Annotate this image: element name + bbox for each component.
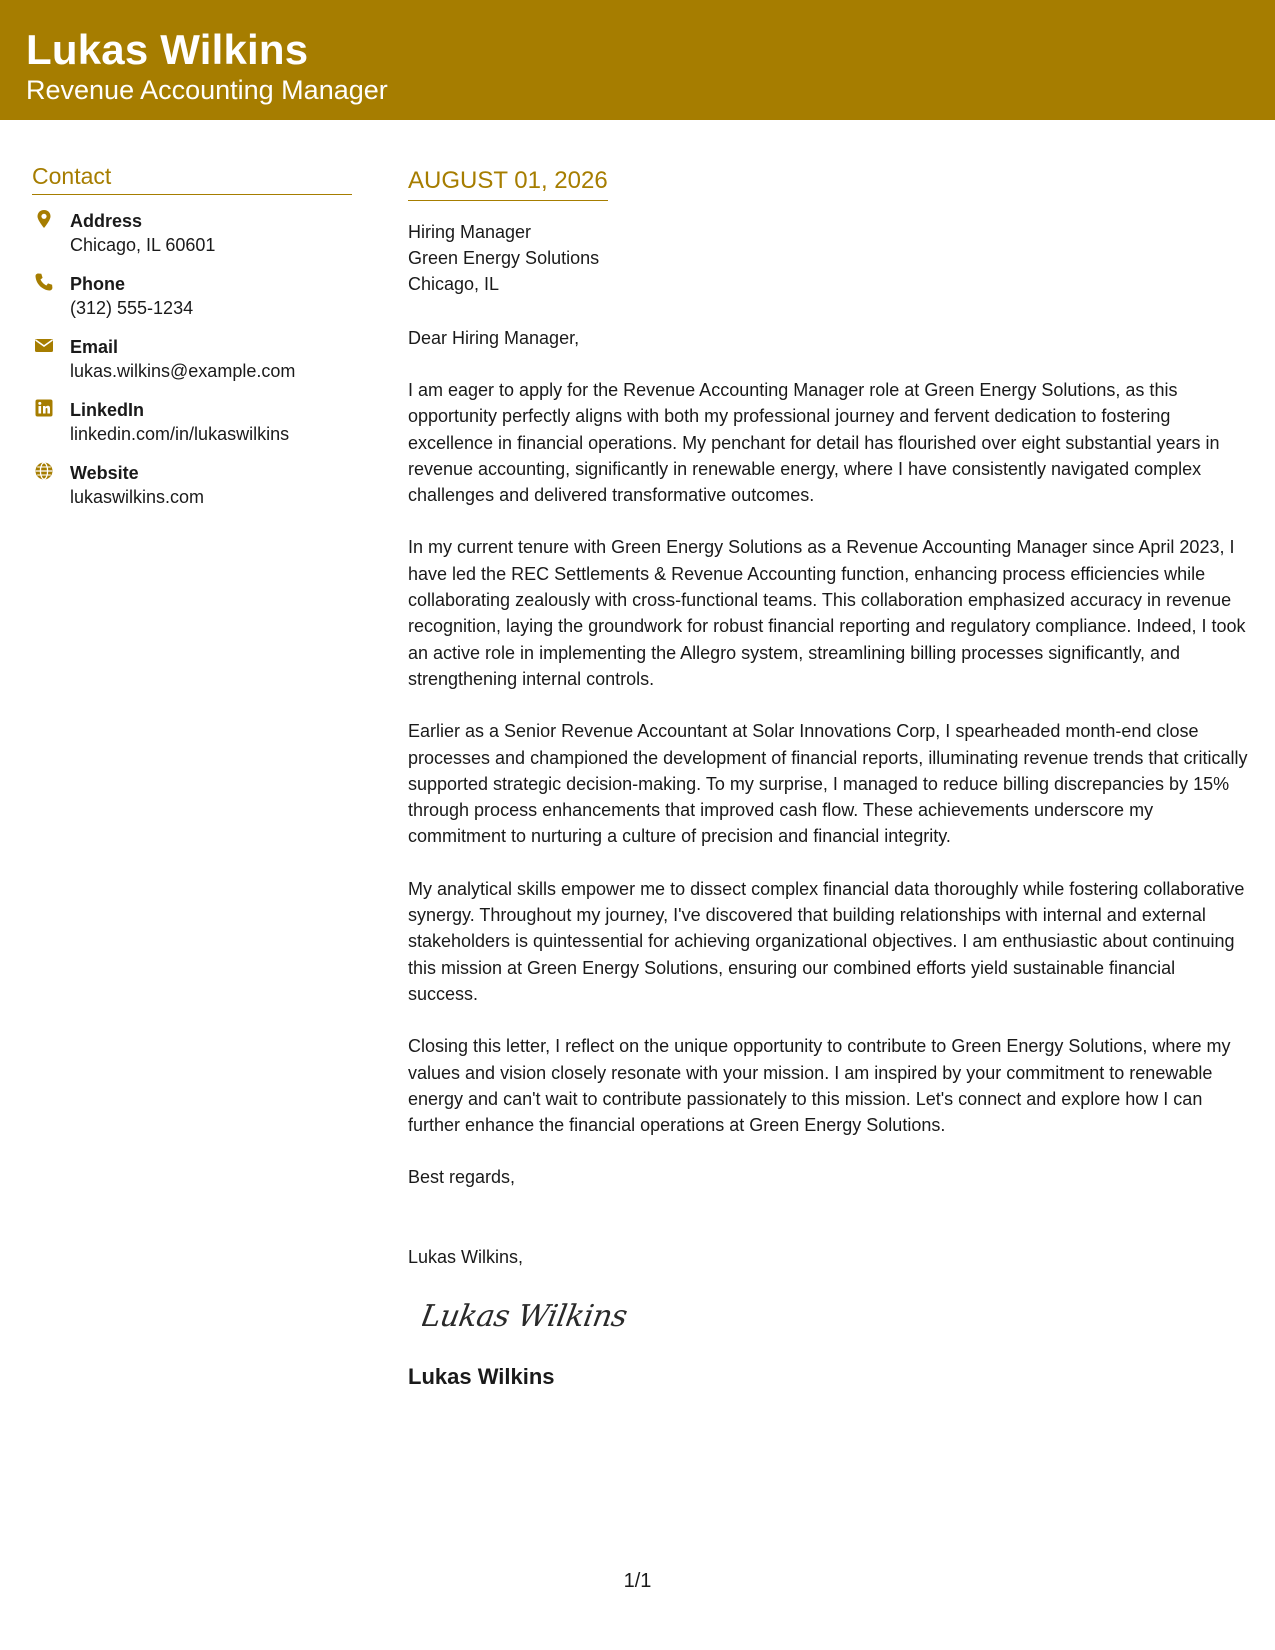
- recipient-title: Hiring Manager: [408, 222, 532, 242]
- paragraph: Closing this letter, I reflect on the unique opportunity to contribute to Green Energy Solutions, where my values and vision closely resonate with your mission. I am inspired by your commitment to renewable energy and can't wait to contribute passionately to this mission. Let's connect and explore how I can further enhance the financial operations at Green Energy Solutions.: [408, 1036, 1231, 1136]
- contact-label: LinkedIn: [70, 400, 145, 420]
- recipient-company: Green Energy Solutions: [408, 248, 600, 268]
- contact-section-title: Contact: [32, 162, 352, 195]
- signoff: Lukas Wilkins,: [408, 1247, 524, 1268]
- contact-item-email: [32, 335, 352, 398]
- salutation: Dear Hiring Manager,: [408, 328, 580, 348]
- contact-label: Phone: [70, 274, 126, 294]
- contact-item-phone: [32, 272, 352, 335]
- contact-label: Address: [70, 211, 143, 231]
- contact-value[interactable]: lukas.wilkins@example.com: [70, 361, 296, 381]
- contact-item-address: [32, 209, 352, 272]
- applicant-name: Lukas Wilkins: [26, 26, 309, 73]
- contact-label: Email: [70, 337, 119, 357]
- paragraph: My analytical skills empower me to dissect complex financial data thoroughly while fostering collaborative synergy. Throughout my journey, I've discovered that building relationships with internal and external stakeholders is quintessential for achieving organizational objectives. I am enthusiastic about continuing this mission at Green Energy Solutions, ensuring our combined efforts yield sustainable financial success.: [408, 878, 1245, 1004]
- contact-item-website: [32, 461, 352, 524]
- linkedin-icon: [34, 398, 54, 418]
- letter-date: AUGUST 01, 2026: [408, 166, 608, 201]
- envelope-icon: [34, 335, 54, 355]
- contact-sidebar: [32, 162, 352, 524]
- phone-icon: [34, 272, 54, 292]
- contact-value[interactable]: lukaswilkins.com: [70, 487, 205, 507]
- signature-text: Lukas Wilkins: [422, 1299, 630, 1335]
- globe-icon: [34, 461, 54, 481]
- header-banner: [0, 0, 1275, 120]
- contact-value: Chicago, IL 60601: [70, 235, 216, 255]
- contact-list: [32, 209, 352, 524]
- page-number: 1/1: [623, 1570, 652, 1592]
- contact-item-linkedin: [32, 398, 352, 461]
- contact-value[interactable]: linkedin.com/in/lukaswilkins: [70, 424, 290, 444]
- signer-name: Lukas Wilkins: [408, 1364, 555, 1390]
- recipient-block: [408, 219, 1248, 297]
- map-pin-icon: [34, 209, 54, 229]
- contact-label: Website: [70, 463, 139, 483]
- recipient-location: Chicago, IL: [408, 274, 500, 294]
- paragraph: In my current tenure with Green Energy Solutions as a Revenue Accounting Manager since April 2023, I have led the REC Settlements & Revenue Accounting function, enhancing process efficiencies while collaborating zealously with cross-functional teams. This collaboration emphasized accuracy in revenue recognition, laying the groundwork for robust financial reporting and regulatory compliance. Indeed, I took an active role in implementing the Allegro system, streamlining billing processes significantly, and strengthening internal controls.: [408, 537, 1246, 689]
- paragraph: Earlier as a Senior Revenue Accountant at Solar Innovations Corp, I spearheaded month-end close processes and championed the development of financial reports, illuminating revenue trends that critically supported strategic decision-making. To my surprise, I managed to reduce billing discrepancies by 15% through process enhancements that improved cash flow. These achievements underscore my commitment to nurturing a culture of precision and financial integrity.: [408, 721, 1248, 847]
- closing: Best regards,: [408, 1167, 516, 1188]
- contact-value: (312) 555-1234: [70, 298, 194, 318]
- letter-body: [408, 166, 1248, 1391]
- handwritten-signature: [422, 1288, 662, 1344]
- applicant-role: Revenue Accounting Manager: [26, 75, 388, 105]
- paragraph: I am eager to apply for the Revenue Accounting Manager role at Green Energy Solutions, as this opportunity perfectly aligns with both my professional journey and fervent dedication to fostering excellence in financial operations. My penchant for detail has flourished over eight substantial years in revenue accounting, significantly in renewable energy, where I have consistently navigated complex challenges and delivered transformative outcomes.: [408, 380, 1220, 506]
